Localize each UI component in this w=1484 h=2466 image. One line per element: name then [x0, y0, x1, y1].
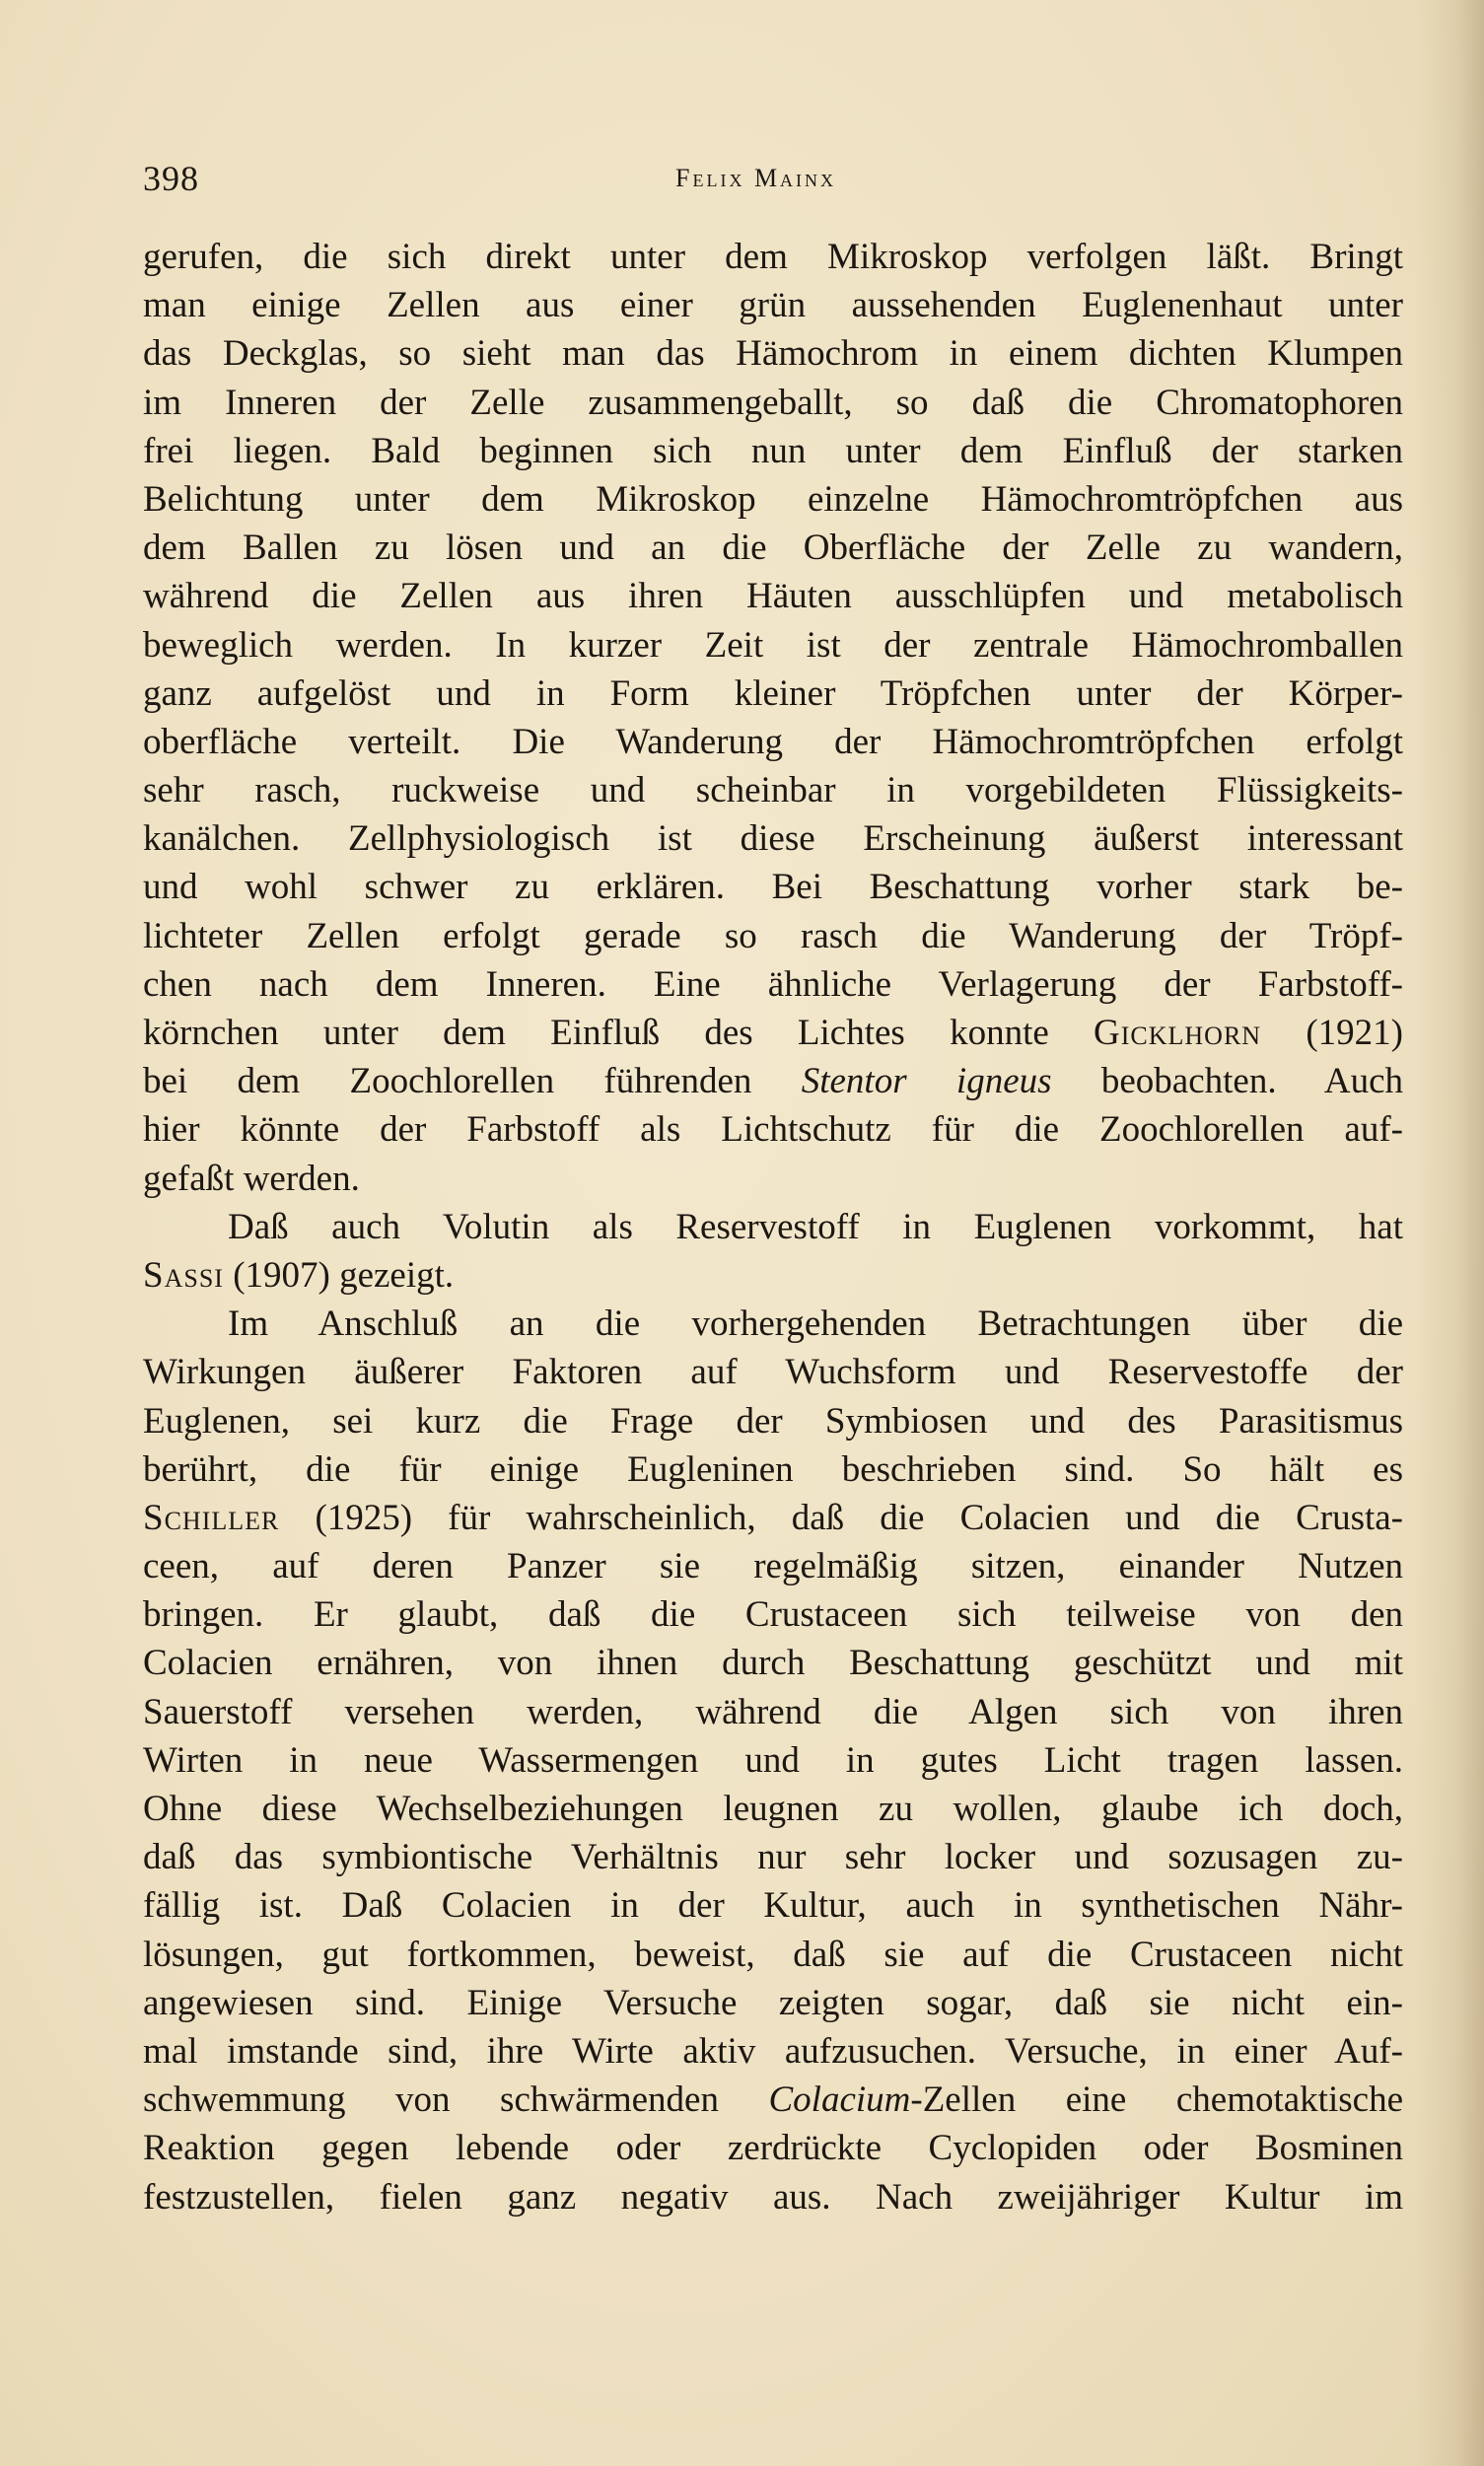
text-line: kanälchen. Zellphysiologisch ist diese Erscheinung äußerst interessant — [143, 818, 1403, 860]
text-line: schwemmung von schwärmenden Colacium-Zellen eine chemotaktische — [143, 2079, 1403, 2121]
text-line: oberfläche verteilt. Die Wanderung der Hämochromtröpfchen erfolgt — [143, 721, 1403, 762]
text-line: ganz aufgelöst und in Form kleiner Tröpfchen unter der Körper- — [143, 672, 1403, 714]
text-line: körnchen unter dem Einfluß des Lichtes konnte Gicklhorn (1921) — [143, 1013, 1403, 1053]
text-line: Ohne diese Wechselbeziehungen leugnen zu wollen, glaube ich doch, — [143, 1789, 1403, 1829]
author-citation-schiller: Schiller — [143, 1497, 280, 1538]
body-text — [143, 233, 1403, 2221]
text-line: Reaktion gegen lebende oder zerdrückte Cyclopiden oder Bosminen — [143, 2128, 1403, 2169]
text-line: man einige Zellen aus einer grün aussehenden Euglenenhaut unter — [143, 285, 1403, 326]
text-line: Sassi (1907) gezeigt. — [143, 1254, 455, 1296]
text-line: Schiller (1925) für wahrscheinlich, daß die Colacien und die Crusta- — [143, 1497, 1403, 1538]
text-line: ceen, auf deren Panzer sie regelmäßig sitzen, einander Nutzen — [143, 1546, 1403, 1587]
species-name-stentor: Stentor igneus — [801, 1061, 1052, 1102]
text-line: Wirkungen äußerer Faktoren auf Wuchsform und Reservestoffe der — [143, 1352, 1403, 1393]
text-line: Im Anschluß an die vorhergehenden Betrachtungen über die — [228, 1303, 1403, 1345]
text-line: und wohl schwer zu erklären. Bei Beschattung vorher stark be- — [143, 867, 1403, 908]
author-citation-sassi: Sassi — [143, 1254, 224, 1296]
text-line: gerufen, die sich direkt unter dem Mikroskop verfolgen läßt. Bringt — [143, 237, 1403, 277]
text-line: mal imstande sind, ihre Wirte aktiv aufzusuchen. Versuche, in einer Auf- — [143, 2030, 1403, 2072]
text-line: während die Zellen aus ihren Häuten ausschlüpfen und metabolisch — [143, 576, 1403, 617]
text-line: lösungen, gut fortkommen, beweist, daß sie auf die Crustaceen nicht — [143, 1934, 1403, 1975]
text-line: angewiesen sind. Einige Versuche zeigten sogar, daß sie nicht ein- — [143, 1982, 1403, 2023]
text-line: dem Ballen zu lösen und an die Oberfläche der Zelle zu wandern, — [143, 528, 1403, 569]
text-line: im Inneren der Zelle zusammengeballt, so daß die Chromatophoren — [143, 382, 1403, 423]
text-line: chen nach dem Inneren. Eine ähnliche Verlagerung der Farbstoff- — [143, 963, 1403, 1005]
author-citation-gicklhorn: Gicklhorn — [1094, 1013, 1262, 1053]
text-line: festzustellen, fielen ganz negativ aus. Nach zweijähriger Kultur im — [143, 2176, 1403, 2218]
page-gutter-shadow — [1415, 0, 1484, 2466]
text-line: frei liegen. Bald beginnen sich nun unter dem Einfluß der starken — [143, 430, 1403, 471]
text-line: daß das symbiontische Verhältnis nur sehr locker und sozusagen zu- — [143, 1837, 1403, 1878]
text-line: Colacien ernähren, von ihnen durch Beschattung geschützt und mit — [143, 1643, 1403, 1684]
page-header — [143, 158, 1403, 207]
text-line: Sauerstoff versehen werden, während die Algen sich von ihren — [143, 1691, 1403, 1732]
text-line: bringen. Er glaubt, daß die Crustaceen sich teilweise von den — [143, 1594, 1403, 1636]
text-line: bei dem Zoochlorellen führenden Stentor igneus beobachten. Auch — [143, 1061, 1403, 1102]
text-line: das Deckglas, so sieht man das Hämochrom in einem dichten Klumpen — [143, 333, 1403, 375]
text-line: beweglich werden. In kurzer Zeit ist der zentrale Hämochromballen — [143, 624, 1403, 666]
text-line: berührt, die für einige Eugleninen beschrieben sind. So hält es — [143, 1448, 1403, 1490]
text-line: Daß auch Volutin als Reservestoff in Euglenen vorkommt, hat — [228, 1206, 1403, 1247]
text-line: gefaßt werden. — [143, 1158, 360, 1199]
genus-name-colacium: Colacium — [768, 2079, 911, 2121]
page-number: 398 — [143, 159, 199, 198]
text-line: hier könnte der Farbstoff als Lichtschutz für die Zoochlorellen auf- — [143, 1109, 1403, 1151]
text-line: fällig ist. Daß Colacien in der Kultur, auch in synthetischen Nähr- — [143, 1885, 1403, 1927]
text-line: Belichtung unter dem Mikroskop einzelne Hämochromtröpfchen aus — [143, 478, 1403, 520]
text-line: lichteter Zellen erfolgt gerade so rasch die Wanderung der Tröpf- — [143, 915, 1403, 956]
text-line: Euglenen, sei kurz die Frage der Symbiosen und des Parasitismus — [143, 1400, 1403, 1442]
running-head: Felix Mainx — [675, 164, 837, 192]
text-line: sehr rasch, ruckweise und scheinbar in vorgebildeten Flüssigkeits- — [143, 770, 1403, 811]
text-line: Wirten in neue Wassermengen und in gutes Licht tragen lassen. — [143, 1739, 1403, 1781]
